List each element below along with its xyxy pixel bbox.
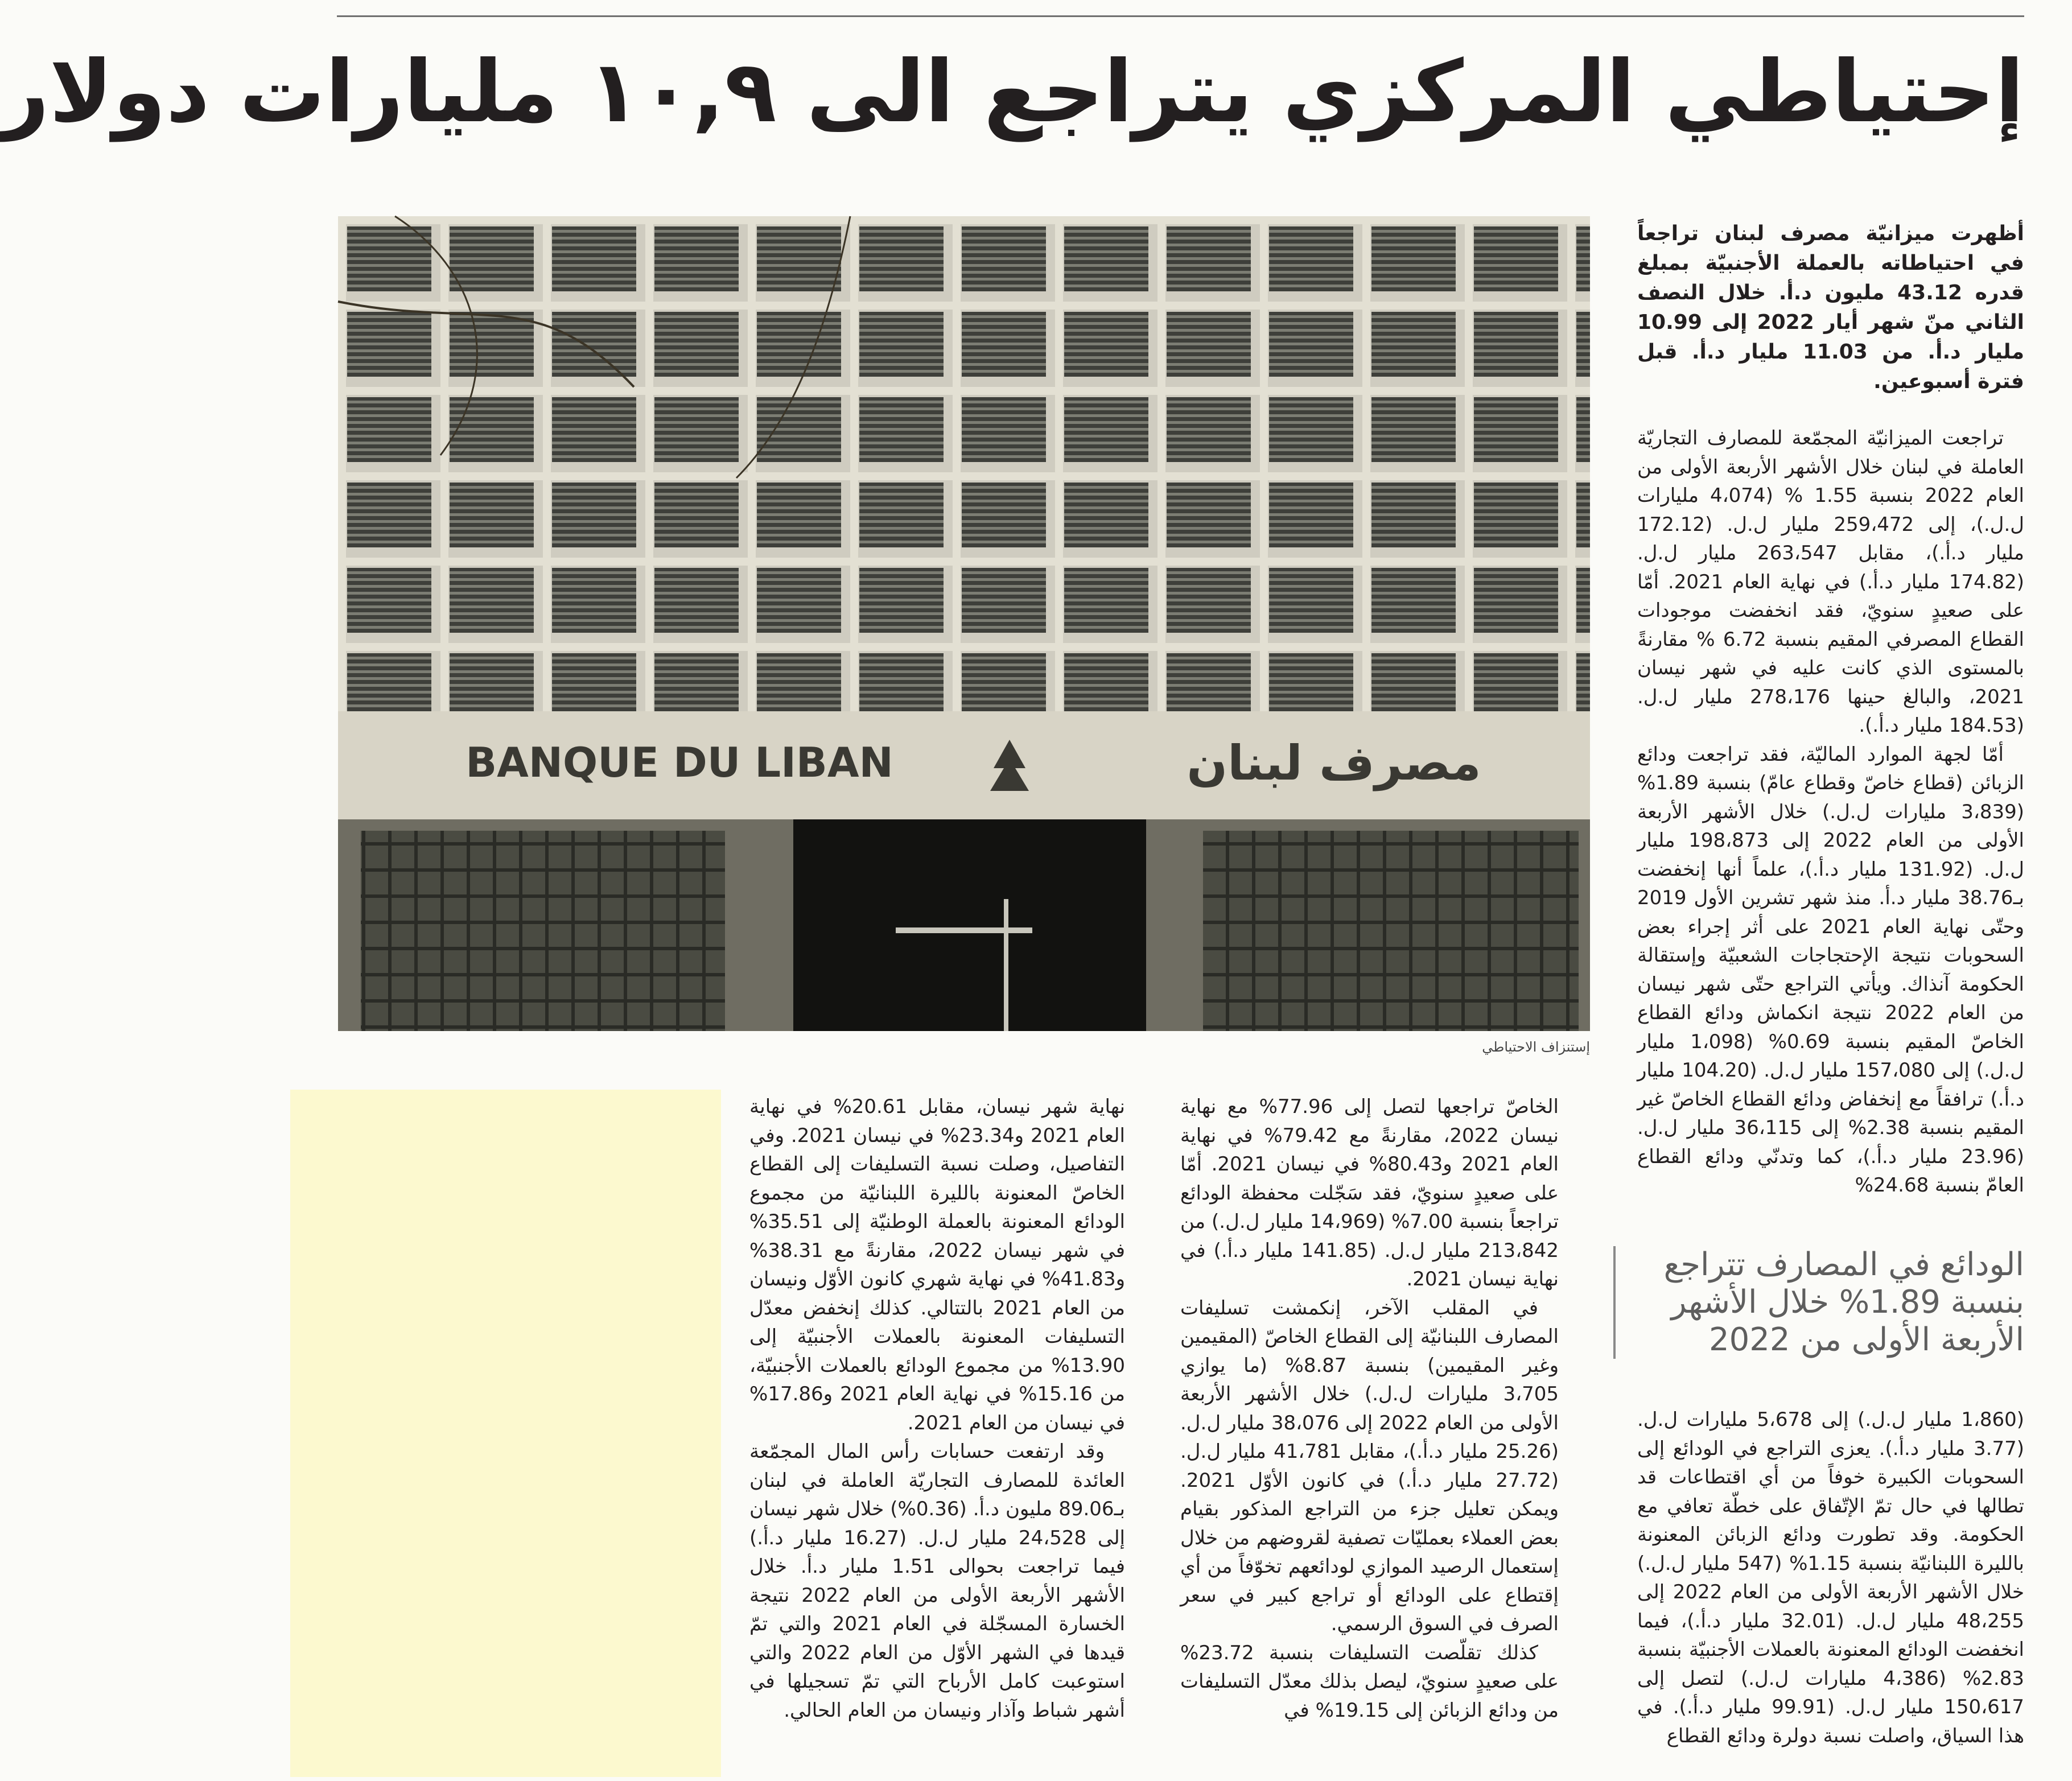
banque-du-liban-photo xyxy=(338,216,1590,1031)
photo-caption: إستنزاف الاحتياطي xyxy=(1482,1039,1590,1055)
col3-paragraph-1: نهاية شهر نيسان، مقابل 20.61% في نهاية العام 2021 و23.34% في نيسان 2021. وفي التفاصيل، وصلت نسبة التسليفات إلى القطاع الخاصّ المعنونة بالليرة اللبنانيّة من مجموع الودائع المعنونة بالعملة الوطنيّة إلى 35.51% في شهر نيسان 2022، مقارنةً مع 38.31% و41.83% في نهاية شهري كانون الأوّل ونيسان من العام 2021 بالتتالي. كذلك إنخفض معدّل التسليفات المعنونة بالعملات الأجنبيّة إلى 13.90% من مجموع الودائع بالعملات الأجنبيّة، من 15.16% في نهاية العام 2021 و17.86% في نيسان من العام 2021. xyxy=(749,1095,1126,1434)
column-3 xyxy=(749,1092,1125,1778)
col1-paragraph-1: تراجعت الميزانيّة المجمّعة للمصارف التجاريّة العاملة في لبنان خلال الأشهر الأربعة الأولى من العام 2022 بنسبة 1.55 % (4،074 مليارات ل.ل.)، إلى 259،472 مليار ل.ل. (172.12 مليار د.أ.)، مقابل 263،547 مليار ل.ل. (174.82 مليار د.أ.) في نهاية العام 2021. أمّا على صعيدٍ سنويّ، فقد انخفضت موجودات القطاع المصرفي المقيم بنسبة 6.72 % مقارنةً بالمستوى الذي كانت عليه في شهر نيسان 2021، والبالغ حينها 278،176 مليار ل.ل. (184.53 مليار د.أ.). xyxy=(1637,427,2024,737)
col3-paragraph-2: وقد ارتفعت حسابات رأس المال المجمّعة العائدة للمصارف التجاريّة العاملة في لبنان بـ89.06 مليون د.أ. (0.36%) خلال شهر نيسان إلى 24،528 مليار ل.ل. (16.27 مليار د.أ.) فيما تراجعت بحوالى 1.51 مليار د.أ. خلال الأشهر الأربعة الأولى من العام 2022 نتيجة الخسارة المسجّلة في العام 2021 والتي تمّ قيدها في الشهر الأوّل من العام 2022 والتي استوعبت كامل الأرباح التي تمّ تسجيلها في أشهر شباط وآذار ونيسان من العام الحالي. xyxy=(749,1440,1126,1722)
col2-paragraph-3: كذلك تقلّصت التسليفات بنسبة 23.72% على صعيدٍ سنويّ، ليصل بذلك معدّل التسليفات من ودائع الزبائن إلى 19.15% في xyxy=(1180,1641,1559,1722)
top-rule xyxy=(337,15,2024,17)
col2-paragraph-1: الخاصّ تراجعها لتصل إلى 77.96% مع نهاية نيسان 2022، مقارنةً مع 79.42% في نهاية العام 2021 و80.43% في نيسان 2021. أمّا على صعيدٍ سنويّ، فقد سَجّلت محفظة الودائع تراجعاً بنسبة 7.00% (14،969 مليار ل.ل.) من 213،842 مليار ل.ل. (141.85 مليار د.أ.) في نهاية نيسان 2021. xyxy=(1180,1095,1559,1291)
column-2 xyxy=(1180,1092,1559,1778)
column-1-top xyxy=(1637,424,2024,1221)
col2-paragraph-2: في المقلب الآخر، إنكمشت تسليفات المصارف اللبنانيّة إلى القطاع الخاصّ (المقيمين وغير المقيمين) بنسبة 8.87% (ما يوازي 3،705 مليارات ل.ل.) خلال الأشهر الأربعة الأولى من العام 2022 إلى 38،076 مليار ل.ل. (25.26 مليار د.أ.)، مقابل 41،781 مليار ل.ل. (27.72 مليار د.أ.) في كانون الأوّل 2021. ويمكن تعليل جزء من التراجع المذكور بقيام بعض العملاء بعمليّات تصفية لقروضهم من خلال إستعمال الرصيد الموازي لودائعهم تخوّفاً من أي إقتطاع على الودائع أو تراجع كبير في سعر الصرف في السوق الرسمي. xyxy=(1180,1296,1559,1635)
col1-paragraph-2: أمّا لجهة الموارد الماليّة، فقد تراجعت ودائع الزبائن (قطاع خاصّ وقطاع عامّ) بنسبة 1.89% (3،839 مليارات ل.ل.) خلال الأشهر الأربعة الأولى من العام 2022 إلى 198،873 مليار ل.ل. (131.92 مليار د.أ.)، علماً أنها إنخفضت بـ38.76 مليار د.أ. منذ شهر تشرين الأول 2019 وحتّى نهاية العام 2021 على أثر إجراء بعض السحوبات نتيجة الإحتجاجات الشعبيّة وإستقالة الحكومة آنذاك. ويأتي التراجع حتّى شهر نيسان من العام 2022 نتيجة انكماش ودائع القطاع الخاصّ المقيم بنسبة 0.69% (1،098 مليار ل.ل.) إلى 157،080 مليار ل.ل. (104.20 مليار د.أ.) ترافقاً مع إنخفاض ودائع القطاع الخاصّ غير المقيم بنسبة 2.38% إلى 36،115 مليار ل.ل. (23.96 مليار د.أ.)، كما وتدنّي ودائع القطاع العامّ بنسبة 24.68% xyxy=(1637,743,2025,1197)
column-1-bottom xyxy=(1637,1405,2024,1775)
headline: إحتياطي المركزي يتراجع الى ١٠,٩ مليارات دولار xyxy=(0,43,2024,142)
sign-latin: BANQUE DU LIBAN xyxy=(466,739,893,786)
advertisement-placeholder xyxy=(290,1090,721,1777)
col1-paragraph-3: (1،860 مليار ل.ل.) إلى 5،678 مليارات ل.ل. (3.77 مليار د.أ.). يعزى التراجع في الودائع إلى السحوبات الكبيرة خوفاً من أي اقتطاعات قد تطالها في حال تمّ الإتّفاق على خطّة تعافي مع الحكومة. وقد تطورت ودائع الزبائن المعنونة بالليرة اللبنانيّة بنسبة 1.15% (547 مليار ل.ل.) خلال الأشهر الأربعة الأولى من العام 2022 إلى 48،255 مليار ل.ل. (32.01 مليار د.أ.)، فيما انخفضت الودائع المعنونة بالعملات الأجنبيّة بنسبة 2.83% (4،386 مليارات ل.ل.) لتصل إلى 150،617 مليار ل.ل. (99.91 مليار د.أ.). في هذا السياق، واصلت نسبة دولرة ودائع القطاع xyxy=(1637,1408,2024,1747)
pull-quote: الودائع في المصارف تتراجع بنسبة 1.89% خلال الأشهر الأربعة الأولى من 2022 xyxy=(1613,1246,2024,1359)
sign-arabic: مصرف لبنان xyxy=(1187,735,1481,791)
lead-paragraph: أظهرت ميزانيّة مصرف لبنان تراجعاً في احتياطاته بالعملة الأجنبيّة بمبلغ قدره 43.12 مليون د.أ. خلال النصف الثاني منّ شهر أيار 2022 إلى 10.99 مليار د.أ. من 11.03 مليار د.أ. قبل فترة أسبوعين. xyxy=(1637,222,2024,393)
